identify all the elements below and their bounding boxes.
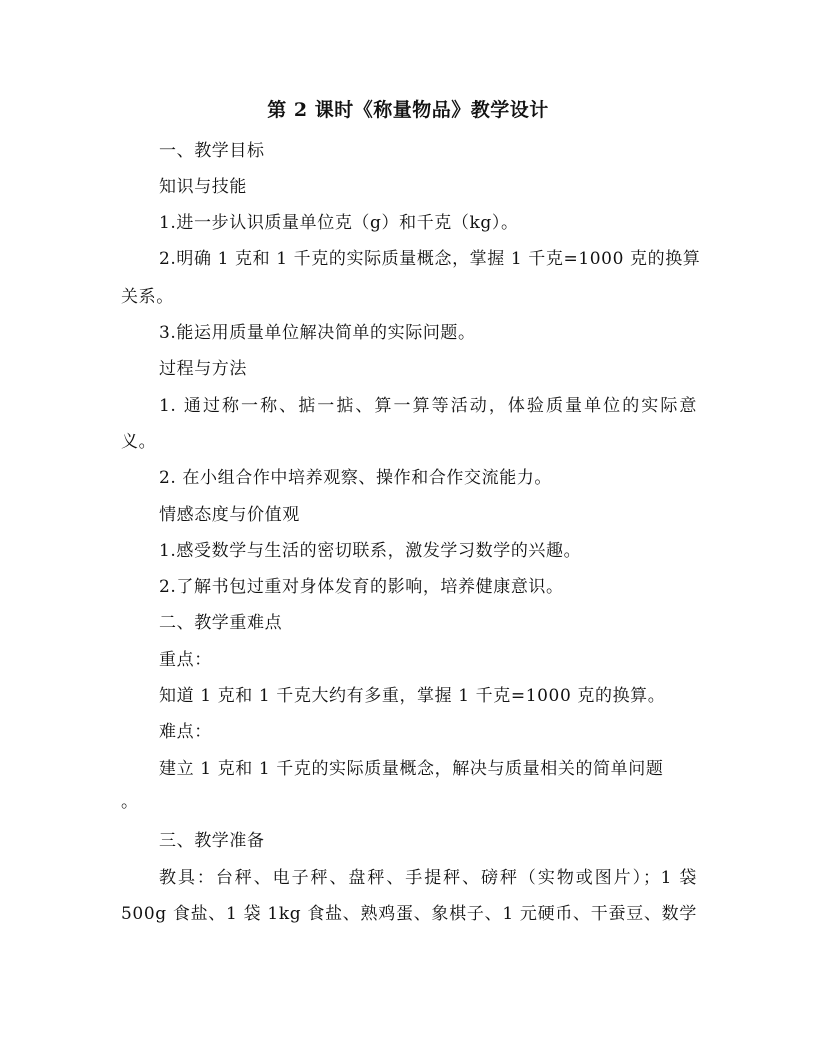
document-title: 第 2 课时《称量物品》教学设计 bbox=[267, 99, 549, 121]
paragraph-line: 3.能运用质量单位解决简单的实际问题。 bbox=[159, 323, 476, 343]
paragraph-line: 建立 1 克和 1 千克的实际质量概念，解决与质量相关的简单问题 bbox=[159, 759, 664, 779]
paragraph-line: 500g 食盐、1 袋 1kg 食盐、熟鸡蛋、象棋子、1 元硬币、干蚕豆、数学 bbox=[121, 904, 697, 924]
paragraph-line: 。 bbox=[121, 792, 139, 812]
section-heading-preparation: 三、教学准备 bbox=[159, 831, 265, 851]
paragraph-line: 1.进一步认识质量单位克（g）和千克（kg）。 bbox=[159, 213, 519, 233]
paragraph-line: 1. 通过称一称、掂一掂、算一算等活动，体验质量单位的实际意 bbox=[159, 396, 697, 416]
paragraph-line: 义。 bbox=[121, 432, 157, 452]
paragraph-line: 2.明确 1 克和 1 千克的实际质量概念，掌握 1 千克=1000 克的换算 bbox=[159, 249, 701, 269]
subheading-attitude-values: 情感态度与价值观 bbox=[159, 505, 300, 525]
subheading-key-points: 重点： bbox=[159, 650, 212, 670]
paragraph-line: 2. 在小组合作中培养观察、操作和合作交流能力。 bbox=[159, 468, 553, 488]
paragraph-line: 关系。 bbox=[121, 287, 174, 307]
section-heading-objectives: 一、教学目标 bbox=[159, 141, 265, 161]
subheading-process-methods: 过程与方法 bbox=[159, 359, 247, 379]
section-heading-key-difficult: 二、教学重难点 bbox=[159, 613, 283, 633]
subheading-difficulties: 难点： bbox=[159, 722, 212, 742]
paragraph-line: 1.感受数学与生活的密切联系，激发学习数学的兴趣。 bbox=[159, 541, 582, 561]
paragraph-line: 知道 1 克和 1 千克大约有多重，掌握 1 千克=1000 克的换算。 bbox=[159, 686, 666, 706]
subheading-knowledge-skills: 知识与技能 bbox=[159, 177, 247, 197]
paragraph-line: 教具：台秤、电子秤、盘秤、手提秤、磅秤（实物或图片）；1 袋 bbox=[159, 868, 697, 888]
paragraph-line: 2.了解书包过重对身体发育的影响，培养健康意识。 bbox=[159, 577, 564, 597]
